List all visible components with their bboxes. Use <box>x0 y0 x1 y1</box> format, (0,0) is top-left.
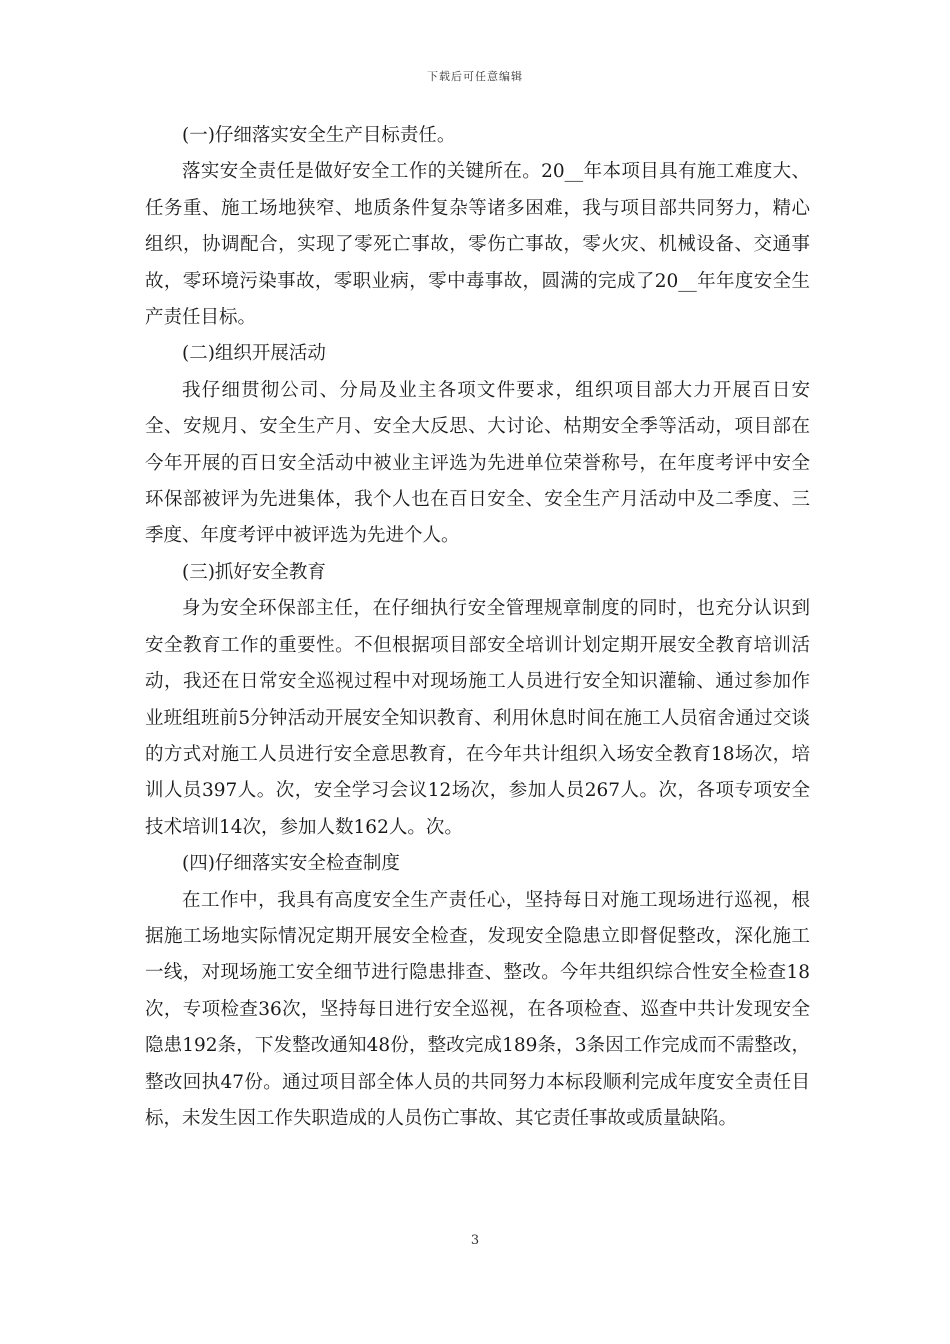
body-paragraph-4: 在工作中，我具有高度安全生产责任心，坚持每日对施工现场进行巡视，根据施工场地实际情况定期开展安全检查，发现安全隐患立即督促整改，深化施工一线，对现场施工安全细节进行隐患排查、整改。今年共组织综合性安全检查18次，专项检查36次，坚持每日进行安全巡视，在各项检查、巡查中共计发现安全隐患192条，下发整改通知48份，整改完成189条，3条因工作完成而不需整改，整改回执47份。通过项目部全体人员的共同努力本标段顺利完成年度安全责任目标，未发生因工作失职造成的人员伤亡事故、其它责任事故或质量缺陷。 <box>145 889 810 1129</box>
page-number: 3 <box>470 1233 480 1248</box>
page-header: 下载后可任意编辑 <box>427 70 523 83</box>
document-body <box>145 118 810 1137</box>
body-paragraph-1: 落实安全责任是做好安全工作的关键所在。20__年本项目具有施工难度大、任务重、施工场地狭窄、地质条件复杂等诸多困难，我与项目部共同努力，精心组织，协调配合，实现了零死亡事故，零伤亡事故，零火灾、机械设备、交通事故，零环境污染事故，零职业病，零中毒事故，圆满的完成了20__年年度安全生产责任目标。 <box>145 161 810 329</box>
body-paragraph-3: 身为安全环保部主任，在仔细执行安全管理规章制度的同时，也充分认识到安全教育工作的重要性。不但根据项目部安全培训计划定期开展安全教育培训活动，我还在日常安全巡视过程中对现场施工人员进行安全知识灌输、通过参加作业班组班前5分钟活动开展安全知识教育、利用休息时间在施工人员宿舍通过交谈的方式对施工人员进行安全意思教育，在今年共计组织入场安全教育18场次，培训人员397人。次，安全学习会议12场次，参加人员267人。次，各项专项安全技术培训14次，参加人数162人。次。 <box>145 598 810 838</box>
section-heading-2: (二)组织开展活动 <box>182 343 326 365</box>
section-heading-3: (三)抓好安全教育 <box>182 561 326 583</box>
section-heading-4: (四)仔细落实安全检查制度 <box>182 853 400 875</box>
body-paragraph-2: 我仔细贯彻公司、分局及业主各项文件要求，组织项目部大力开展百日安全、安规月、安全生产月、安全大反思、大讨论、枯期安全季等活动，项目部在今年开展的百日安全活动中被业主评选为先进单位荣誉称号，在年度考评中安全环保部被评为先进集体，我个人也在百日安全、安全生产月活动中及二季度、三季度、年度考评中被评选为先进个人。 <box>145 379 810 547</box>
section-heading-1: (一)仔细落实安全生产目标责任。 <box>182 125 456 146</box>
